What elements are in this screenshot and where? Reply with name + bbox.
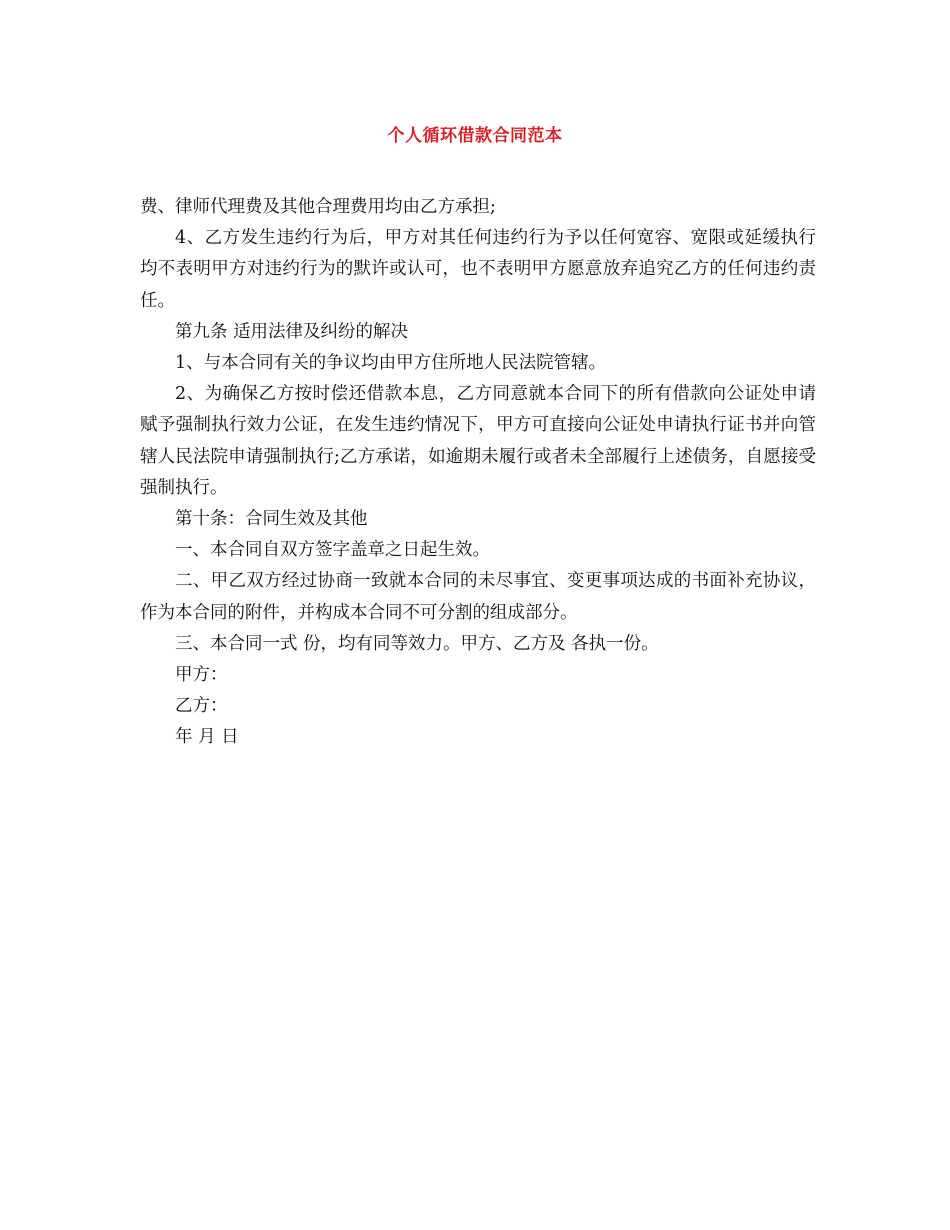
paragraph-clause-9-1: 1、与本合同有关的争议均由甲方住所地人民法院管辖。: [175, 353, 607, 374]
paragraph-clause-10-2: 二、甲乙双方经过协商一致就本合同的未尽事宜、变更事项达成的书面补充协议，作为本合同的附件，并构成本合同不可分割的组成部分。: [140, 571, 816, 623]
section-heading-article-9: 第九条 适用法律及纠纷的解决: [175, 321, 409, 342]
paragraph-clause-9-2: 2、为确保乙方按时偿还借款本息，乙方同意就本合同下的所有借款向公证处申请赋予强制执行效力公证，在发生违约情况下，甲方可直接向公证处申请执行证书并向管辖人民法院申请强制执行;乙方承诺，如逾期未履行或者未全部履行上述债务，自愿接受强制执行。: [140, 384, 816, 498]
section-heading-article-10: 第十条：合同生效及其他: [175, 509, 368, 530]
document-title: 个人循环借款合同范本: [387, 126, 563, 146]
signature-date: 年 月 日: [175, 727, 239, 748]
paragraph-clause-10-3: 三、本合同一式 份，均有同等效力。甲方、乙方及 各执一份。: [175, 633, 659, 654]
paragraph-continuation: 费、律师代理费及其他合理费用均由乙方承担;: [140, 197, 496, 217]
document-body: [140, 192, 816, 754]
signature-party-a: 甲方：: [175, 665, 228, 686]
signature-party-b: 乙方：: [175, 696, 228, 717]
paragraph-clause-4: 4、乙方发生违约行为后，甲方对其任何违约行为予以任何宽容、宽限或延缓执行均不表明甲方对违约行为的默许或认可，也不表明甲方愿意放弃追究乙方的任何违约责任。: [140, 228, 816, 311]
paragraph-clause-10-1: 一、本合同自双方签字盖章之日起生效。: [175, 540, 490, 561]
